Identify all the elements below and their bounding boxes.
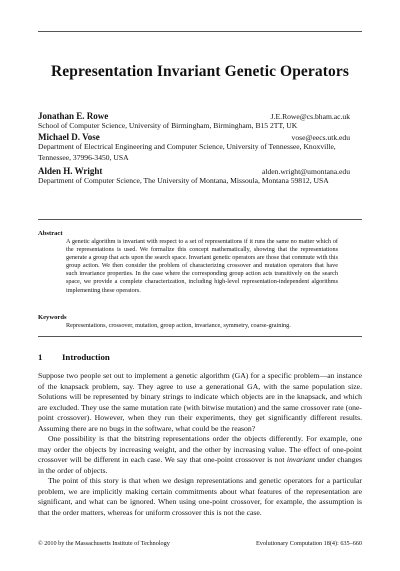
section-number: 1 xyxy=(38,352,43,362)
author-block-wright xyxy=(38,166,350,187)
author-name: Michael D. Vose xyxy=(38,132,100,142)
paper-title: Representation Invariant Genetic Operators xyxy=(51,63,349,80)
author-affiliation: Department of Electrical Engineering and Computer Science, University of Tennessee, Knoxville, Tennessee, 37996-3450, USA xyxy=(38,142,336,162)
author-email[interactable]: J.E.Rowe@cs.bham.ac.uk xyxy=(270,112,350,121)
author-block-rowe xyxy=(38,111,350,132)
abstract-heading: Abstract xyxy=(38,230,63,237)
author-email[interactable]: alden.wright@umontana.edu xyxy=(262,167,350,176)
author-affiliation: Department of Computer Science, The University of Montana, Missoula, Montana 59812, USA xyxy=(38,176,329,185)
section-body xyxy=(38,371,362,518)
abstract-top-rule xyxy=(38,219,362,220)
page-footer xyxy=(38,540,362,547)
author-name: Jonathan E. Rowe xyxy=(38,111,109,121)
author-block-vose xyxy=(38,132,350,163)
top-rule xyxy=(38,31,362,32)
journal-citation: Evolutionary Computation 18(4): 635–660 xyxy=(255,540,362,547)
emphasis-invariant: invariant xyxy=(286,455,315,464)
abstract-block xyxy=(38,229,350,295)
section-heading xyxy=(38,352,110,362)
body-paragraph: The point of this story is that when we design representations and genetic operators for a particular problem, we are implicitly making certain commitments about what features of the representation are significant, and what can be ignored. When using one-point crossover, for example, the assumption is that the order matters, whereas for uniform crossover this is not the case. xyxy=(38,476,362,517)
keywords-heading: Keywords xyxy=(38,314,67,321)
abstract-bottom-rule xyxy=(38,336,362,337)
section-title: Introduction xyxy=(62,352,110,362)
abstract-text: A genetic algorithm is invariant with respect to a set of representations if it runs the same no matter which of the representations is used. We formalize this concept mathematically, showing that the representations generate a group that acts upon the search space. Invariant genetic operators are those that commute with this group action. We then consider the problem of characterizing crossover and mutation operators that have such invariance properties. In the case where the corresponding group action acts transitively on the search space, we provide a complete characterization, including high-level representation-independent algorithms implementing these operators. xyxy=(66,238,338,294)
body-paragraph: One possibility is that the bitstring representations order the objects differently. For example, one may order the objects by increasing weight, and the other by increasing value. The effect of one-point crossover will be different in each case. We say that one-point crossover is not invariant under changes in the order of objects. xyxy=(38,434,362,475)
author-affiliation: School of Computer Science, University of Birmingham, Birmingham, B15 2TT, UK xyxy=(38,121,298,130)
keywords-block xyxy=(38,313,350,330)
copyright-notice: © 2010 by the Massachusetts Institute of Technology xyxy=(38,540,170,547)
body-paragraph: Suppose two people set out to implement a genetic algorithm (GA) for a specific problem—an instance of the knapsack problem, say. They agree to use a generational GA, with the same population size. Solutions will be represented by binary strings to indicate which objects are in the knapsack, and which are excluded. They use the same mutation rate (with bitwise mutation) and the same crossover rate (one-point crossover). However, when they run their experiments, they get significantly different results. Assuming there are no bugs in the software, what could be the reason? xyxy=(38,371,362,433)
author-email[interactable]: vose@eecs.utk.edu xyxy=(291,133,350,142)
keywords-text: Representations, crossover, mutation, group action, invariance, symmetry, coarse-graining. xyxy=(66,322,291,329)
author-name: Alden H. Wright xyxy=(38,166,103,176)
